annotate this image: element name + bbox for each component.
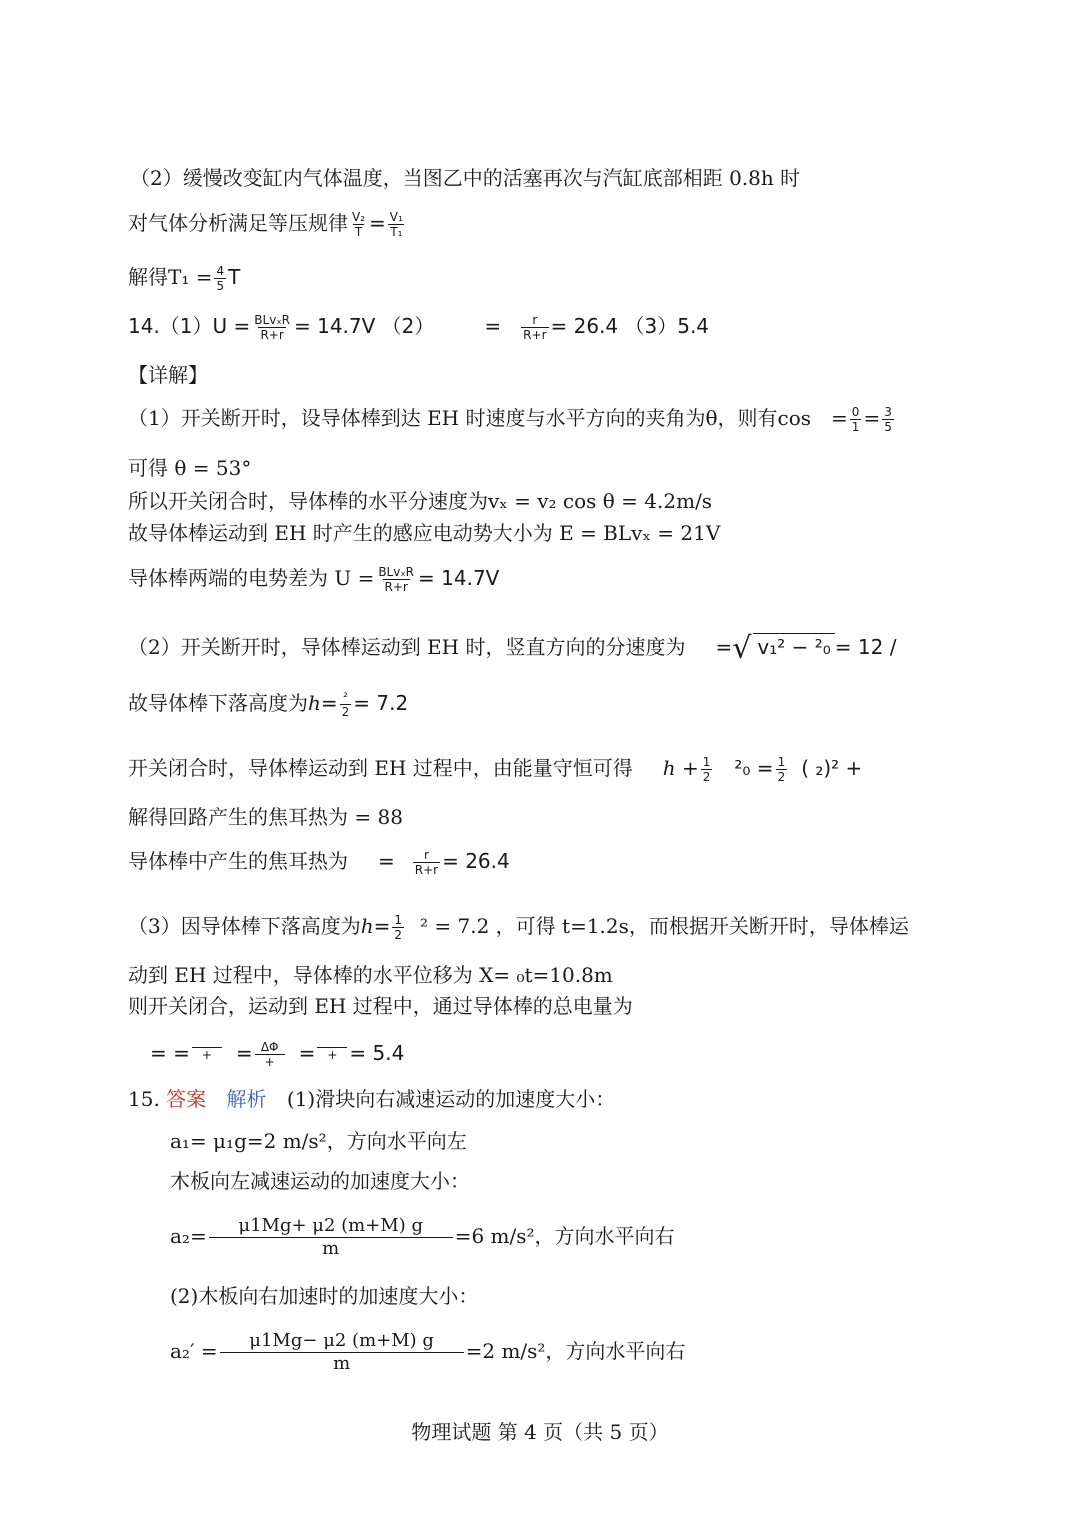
text-line: [128, 264, 240, 293]
page-footer: 物理试题 第 4 页（共 5 页）: [411, 1420, 669, 1444]
numerator: BLvₓR: [378, 565, 415, 579]
line-text: a₂′ =: [170, 1339, 218, 1363]
text-line: 木板向左减速运动的加速度大小：: [170, 1169, 470, 1193]
line-text: = 12 /: [834, 635, 897, 659]
numerator: μ1Mg− μ2 (m+M) g: [249, 1330, 434, 1351]
line-text: （3）因导体棒下落高度为: [128, 914, 361, 938]
text-line: [150, 1040, 404, 1069]
numerator: 1: [394, 913, 403, 927]
line-text: (1)滑块向右减速运动的加速度大小：: [286, 1087, 616, 1111]
variable-h: h: [360, 914, 374, 938]
line-text: = 14.7V （2）: [293, 314, 435, 338]
denominator: R+r: [384, 580, 408, 594]
text-line: (2)木板向右加速时的加速度大小：: [170, 1284, 479, 1308]
numerator: V₁: [389, 210, 403, 224]
equals: =: [373, 914, 391, 938]
numerator: 1: [777, 755, 786, 769]
fraction: [214, 264, 226, 293]
denominator: m: [220, 1352, 464, 1375]
line-text: =2 m/s²，方向水平向右: [465, 1339, 686, 1363]
fraction: [252, 313, 292, 342]
numerator: 4: [216, 264, 225, 278]
text-line: [128, 210, 407, 239]
line-text: ² = 7.2 ，可得 t=1.2s，而根据开关断开时，导体棒运: [420, 914, 909, 938]
fraction: [192, 1047, 222, 1062]
numerator: ²: [343, 690, 348, 704]
line-text: 导体棒中产生的焦耳热为: [128, 849, 348, 873]
equals: =: [320, 691, 338, 715]
fraction: [392, 913, 404, 942]
denominator: +: [255, 1054, 285, 1069]
text-line: 解得回路产生的焦耳热为 = 88: [128, 805, 403, 829]
equals: =: [863, 406, 881, 430]
question-number: 15.: [128, 1087, 160, 1111]
numerator: BLvₓR: [254, 313, 290, 327]
line-text: （1）开关断开时，设导体棒到达 EH 时速度与水平方向的夹角为θ，则有cos: [128, 406, 812, 430]
equals: =: [831, 406, 848, 430]
numerator: μ1Mg+ μ2 (m+M) g: [238, 1215, 424, 1236]
text-line: [128, 405, 896, 434]
fraction: [521, 313, 548, 342]
denominator: +: [192, 1047, 222, 1062]
denominator: R+r: [523, 328, 547, 342]
text-line: [170, 1330, 685, 1375]
text-line: 动到 EH 过程中，导体棒的水平位移为 X= ₀t=10.8m: [128, 963, 613, 987]
equals: =: [235, 1041, 253, 1065]
text-line: [128, 1086, 615, 1112]
denominator: T₁: [390, 225, 403, 239]
radicand: v₁² − ²₀: [753, 633, 834, 660]
analysis-label: 解析: [226, 1087, 267, 1111]
section-heading: 【详解】: [128, 363, 208, 387]
text-line: [128, 631, 897, 666]
fraction: [850, 405, 862, 434]
text-line: 则开关闭合，运动到 EH 过程中，通过导体棒的总电量为: [128, 994, 633, 1018]
fraction: [376, 565, 416, 594]
fraction: [413, 848, 440, 877]
fraction: [220, 1330, 464, 1375]
line-text: = =: [150, 1041, 190, 1065]
line-text: a₂=: [170, 1224, 207, 1248]
fraction: [701, 755, 713, 784]
equals: =: [298, 1041, 316, 1065]
line-text: =6 m/s²，方向水平向右: [454, 1224, 675, 1248]
line-text: 对气体分析满足等压规律: [128, 211, 348, 235]
numerator: r: [532, 313, 538, 327]
fraction: [255, 1040, 285, 1069]
numerator: V₂: [352, 210, 366, 224]
denominator: 2: [702, 770, 711, 784]
fraction: [340, 690, 352, 719]
fraction: [317, 1047, 347, 1062]
line-text: = 5.4: [349, 1041, 405, 1065]
equals: =: [715, 635, 733, 659]
fraction: [209, 1215, 453, 1260]
denominator: 5: [216, 279, 225, 293]
text-line: [128, 913, 909, 942]
line-text: ²₀ =: [734, 756, 774, 780]
line-text: = 14.7V: [418, 566, 500, 590]
line-text: T: [228, 265, 241, 289]
answer-label: 答案: [166, 1087, 207, 1111]
line-text: 故导体棒下落高度为: [128, 691, 308, 715]
line-text: = 7.2: [353, 691, 409, 715]
line-text: 解得T₁ =: [128, 265, 213, 289]
denominator: m: [209, 1237, 453, 1260]
line-text: h +: [662, 756, 699, 780]
numerator: ΔΦ: [260, 1040, 279, 1054]
text-line: [128, 848, 510, 877]
fraction: [776, 755, 788, 784]
denominator: R+r: [260, 328, 284, 342]
numerator: 1: [702, 755, 711, 769]
line-text: （2）开关断开时，导体棒运动到 EH 时，竖直方向的分速度为: [128, 635, 686, 659]
denominator: +: [317, 1047, 347, 1062]
equals: =: [378, 849, 395, 873]
denominator: 5: [884, 420, 892, 434]
denominator: 2: [394, 928, 403, 942]
denominator: T: [354, 225, 363, 239]
sqrt-icon: √: [732, 631, 752, 666]
fraction: [388, 210, 405, 239]
text-line: 所以开关闭合时，导体棒的水平分速度为vₓ = v₂ cos θ = 4.2m/s: [128, 489, 713, 513]
line-text: = 26.4 （3）5.4: [550, 314, 710, 338]
line-text: = 26.4: [442, 849, 510, 873]
line-text: ( ₂)² +: [801, 756, 863, 780]
text-line: a₁= μ₁g=2 m/s²，方向水平向左: [170, 1129, 467, 1153]
equals: =: [484, 314, 502, 338]
text-line: [128, 690, 408, 719]
fraction: [882, 405, 894, 434]
denominator: 2: [341, 705, 350, 719]
text-line: 可得 θ = 53°: [128, 456, 252, 480]
text-line: [128, 565, 499, 594]
text-line: 故导体棒运动到 EH 时产生的感应电动势大小为 E = BLvₓ = 21V: [128, 521, 721, 545]
line-text: 导体棒两端的电势差为 U =: [128, 566, 375, 590]
text-line: [170, 1215, 675, 1260]
text-line: （2）缓慢改变缸内气体温度，当图乙中的活塞再次与汽缸底部相距 0.8h 时: [130, 166, 801, 190]
text-line: [128, 313, 709, 342]
denominator: 2: [777, 770, 786, 784]
denominator: R+r: [414, 863, 439, 877]
text-line: [128, 755, 862, 784]
denominator: 1: [851, 420, 860, 434]
numerator: r: [423, 848, 429, 862]
fraction: [350, 210, 367, 239]
numerator: 0: [851, 405, 860, 419]
line-text: 开关闭合时，导体棒运动到 EH 过程中，由能量守恒可得: [128, 756, 633, 780]
line-text: 14.（1）U =: [128, 314, 251, 338]
equals: =: [369, 211, 386, 235]
variable-h: h: [308, 691, 321, 715]
numerator: 3: [884, 405, 892, 419]
